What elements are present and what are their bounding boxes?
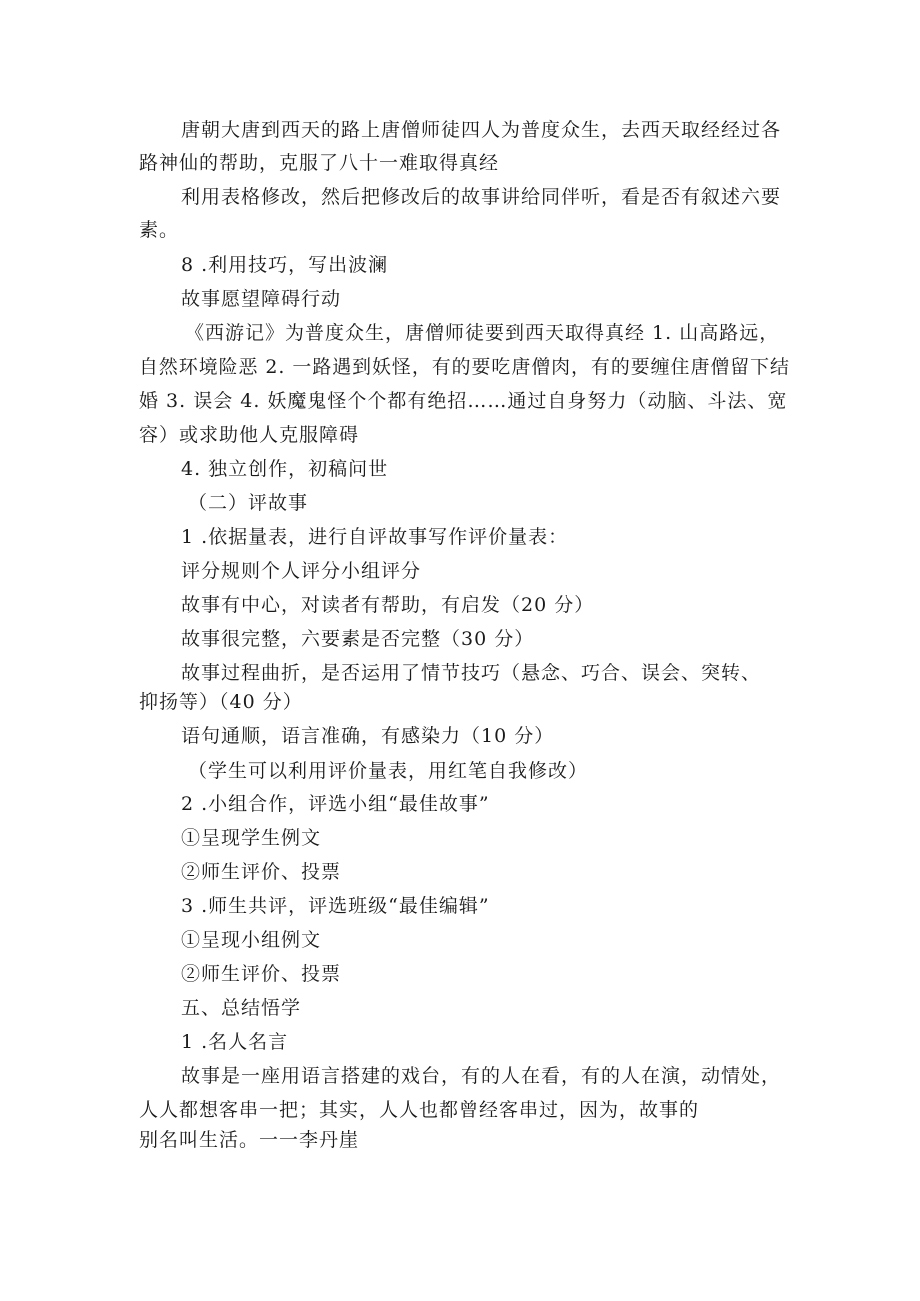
paragraph-line: 故事有中心，对读者有帮助，有启发（20 分）	[181, 594, 595, 616]
list-item: ②师生评价、投票	[181, 963, 342, 985]
quote-attribution: 别名叫生活。一一李丹崖	[139, 1129, 360, 1151]
paragraph-line: 抑扬等）（40 分）	[139, 691, 303, 713]
list-item: ②师生评价、投票	[181, 861, 342, 883]
paragraph-line: 故事很完整，六要素是否完整（30 分）	[181, 628, 535, 650]
list-item: ①呈现学生例文	[181, 827, 322, 849]
list-item: ①呈现小组例文	[181, 929, 322, 951]
paragraph-line: 语句通顺，语言准确，有感染力（10 分）	[181, 725, 555, 747]
paragraph-line: 评分规则个人评分小组评分	[181, 560, 422, 582]
paragraph-line: 路神仙的帮助，克服了八十一难取得真经	[139, 152, 500, 174]
section-heading: 1 .名人名言	[181, 1031, 289, 1053]
section-heading: 2 .小组合作，评选小组“最佳故事”	[181, 793, 490, 815]
paragraph-line: 《西游记》为普度众生，唐僧师徒要到西天取得真经 1. 山高路远，	[185, 322, 780, 344]
paragraph-line: 素。	[139, 219, 180, 241]
section-heading: （二）评故事	[188, 492, 309, 514]
paragraph-line: 利用表格修改，然后把修改后的故事讲给同伴听，看是否有叙述六要	[181, 186, 782, 208]
paragraph-line: （学生可以利用评价量表，用红笔自我修改）	[188, 760, 589, 782]
section-heading: 1 .依据量表，进行自评故事写作评价量表：	[181, 526, 569, 548]
quote-line: 人人都想客串一把；其实，人人也都曾经客串过，因为，故事的	[139, 1099, 700, 1121]
section-heading: 8 .利用技巧，写出波澜	[181, 254, 389, 276]
section-heading: 五、总结悟学	[181, 997, 302, 1019]
paragraph-line: 容）或求助他人克服障碍	[139, 424, 360, 446]
paragraph-line: 故事愿望障碍行动	[181, 288, 342, 310]
section-heading: 3 .师生共评，评选班级“最佳编辑”	[181, 895, 490, 917]
section-heading: 4. 独立创作，初稿问世	[181, 458, 389, 480]
paragraph-line: 唐朝大唐到西天的路上唐僧师徒四人为普度众生，去西天取经经过各	[181, 119, 782, 141]
paragraph-line: 婚 3. 误会 4. 妖魔鬼怪个个都有绝招……通过自身努力（动脑、斗法、宽	[139, 390, 788, 412]
quote-line: 故事是一座用语言搭建的戏台，有的人在看，有的人在演，动情处，	[181, 1065, 782, 1087]
paragraph-line: 自然环境险恶 2. 一路遇到妖怪，有的要吃唐僧肉，有的要缠住唐僧留下结	[139, 356, 790, 378]
paragraph-line: 故事过程曲折，是否运用了情节技巧（悬念、巧合、误会、突转、	[181, 662, 762, 684]
